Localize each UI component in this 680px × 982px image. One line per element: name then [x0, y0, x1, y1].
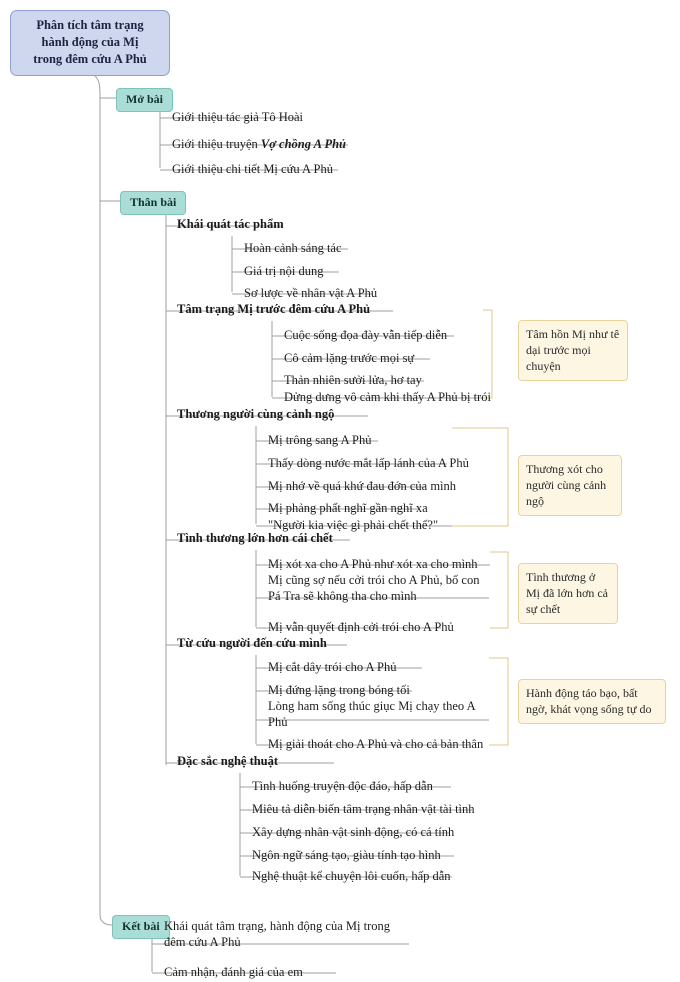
list-item[interactable]: Mị cũng sợ nếu cởi trói cho A Phủ, bố con Pá Tra sẽ không tha cho mình — [268, 573, 480, 603]
list-item[interactable]: Mị vẫn quyết định cởi trói cho A Phủ — [268, 620, 454, 634]
list-item[interactable]: Sơ lược về nhân vật A Phủ — [244, 286, 378, 300]
list-item[interactable]: Giới thiệu chi tiết Mị cứu A Phủ — [172, 162, 333, 176]
list-item[interactable]: Mị trông sang A Phủ — [268, 433, 372, 447]
group-heading-dac-sac-nghe-thuat[interactable]: Đặc sắc nghệ thuật — [177, 754, 279, 768]
root-node[interactable] — [10, 10, 170, 76]
root-line-3: trong đêm cứu A Phủ — [33, 52, 147, 66]
group-heading-khai-quat-tac-pham[interactable]: Khái quát tác phẩm — [177, 217, 284, 231]
list-item[interactable]: Mị đứng lặng trong bóng tối — [268, 683, 410, 697]
list-item[interactable]: Hoàn cảnh sáng tác — [244, 241, 342, 255]
list-item[interactable]: Mị nhớ về quá khứ đau đớn của mình — [268, 479, 457, 493]
list-item[interactable]: Thấy dòng nước mắt lấp lánh của A Phủ — [268, 456, 469, 470]
list-item[interactable]: Giới thiệu tác giả Tô Hoài — [172, 110, 303, 124]
list-item[interactable]: "Người kia việc gì phải chết thế?" — [268, 518, 439, 532]
group-heading-tu-cuu-nguoi-den-cuu-minh[interactable]: Từ cứu người đến cứu mình — [177, 636, 327, 650]
list-item[interactable]: Xây dựng nhân vật sinh động, có cá tính — [252, 825, 455, 839]
branch-label: Thân bài — [130, 195, 177, 209]
callout-box: Tình thương ở Mị đã lớn hơn cả sự chết — [518, 563, 618, 624]
root-line-1: Phân tích tâm trạng — [36, 18, 144, 32]
list-item[interactable]: Mị xót xa cho A Phủ như xót xa cho mình — [268, 557, 478, 571]
list-item[interactable]: Giới thiệu truyện Vợ chồng A Phủ — [172, 137, 346, 151]
list-item[interactable]: Mị phảng phất nghĩ gần nghĩ xa — [268, 501, 428, 515]
list-item[interactable]: Cô cảm lặng trước mọi sự — [284, 351, 415, 365]
list-item[interactable]: Khái quát tâm trạng, hành động của Mị trong đêm cứu A Phủ — [164, 919, 390, 949]
branch-than-bai[interactable] — [120, 191, 186, 215]
list-item[interactable]: Cảm nhận, đánh giá của em — [164, 965, 303, 979]
list-item[interactable]: Mị giải thoát cho A Phủ và cho cả bản thân — [268, 737, 484, 751]
list-item[interactable]: Lòng ham sống thúc giục Mị chạy theo A Phủ — [268, 699, 475, 729]
group-heading-tinh-thuong-lon-hon-cai-chet[interactable]: Tình thương lớn hơn cái chết — [177, 531, 333, 545]
list-item[interactable]: Miêu tả diễn biến tâm trạng nhân vật tài tình — [252, 802, 475, 816]
list-item[interactable]: Dửng dưng vô cảm khi thấy A Phủ bị trói — [284, 390, 491, 404]
callout-box: Hành động táo bạo, bất ngờ, khát vọng sống tự do — [518, 679, 666, 724]
group-heading-thuong-nguoi-cung-canh-ngo[interactable]: Thương người cùng cảnh ngộ — [177, 407, 335, 421]
root-line-2: hành động của Mị — [41, 35, 139, 49]
callout-box: Tâm hồn Mị như tê dại trước mọi chuyện — [518, 320, 628, 381]
list-item[interactable]: Nghệ thuật kể chuyện lôi cuốn, hấp dẫn — [252, 869, 451, 883]
list-item[interactable]: Mị cắt dây trói cho A Phủ — [268, 660, 397, 674]
list-item[interactable]: Thản nhiên sưởi lửa, hơ tay — [284, 373, 422, 387]
list-item[interactable]: Giá trị nội dung — [244, 264, 324, 278]
list-item[interactable]: Tình huống truyện độc đáo, hấp dẫn — [252, 779, 433, 793]
branch-mo-bai[interactable] — [116, 88, 173, 112]
branch-label: Mở bài — [126, 92, 163, 106]
group-heading-tam-trang-truoc-dem[interactable]: Tâm trạng Mị trước đêm cứu A Phủ — [177, 302, 371, 316]
list-item[interactable]: Cuộc sống đọa đày vẫn tiếp diễn — [284, 328, 448, 342]
branch-label: Kết bài — [122, 919, 160, 933]
list-item[interactable]: Ngôn ngữ sáng tạo, giàu tính tạo hình — [252, 848, 441, 862]
callout-box: Thương xót cho người cùng cảnh ngộ — [518, 455, 622, 516]
